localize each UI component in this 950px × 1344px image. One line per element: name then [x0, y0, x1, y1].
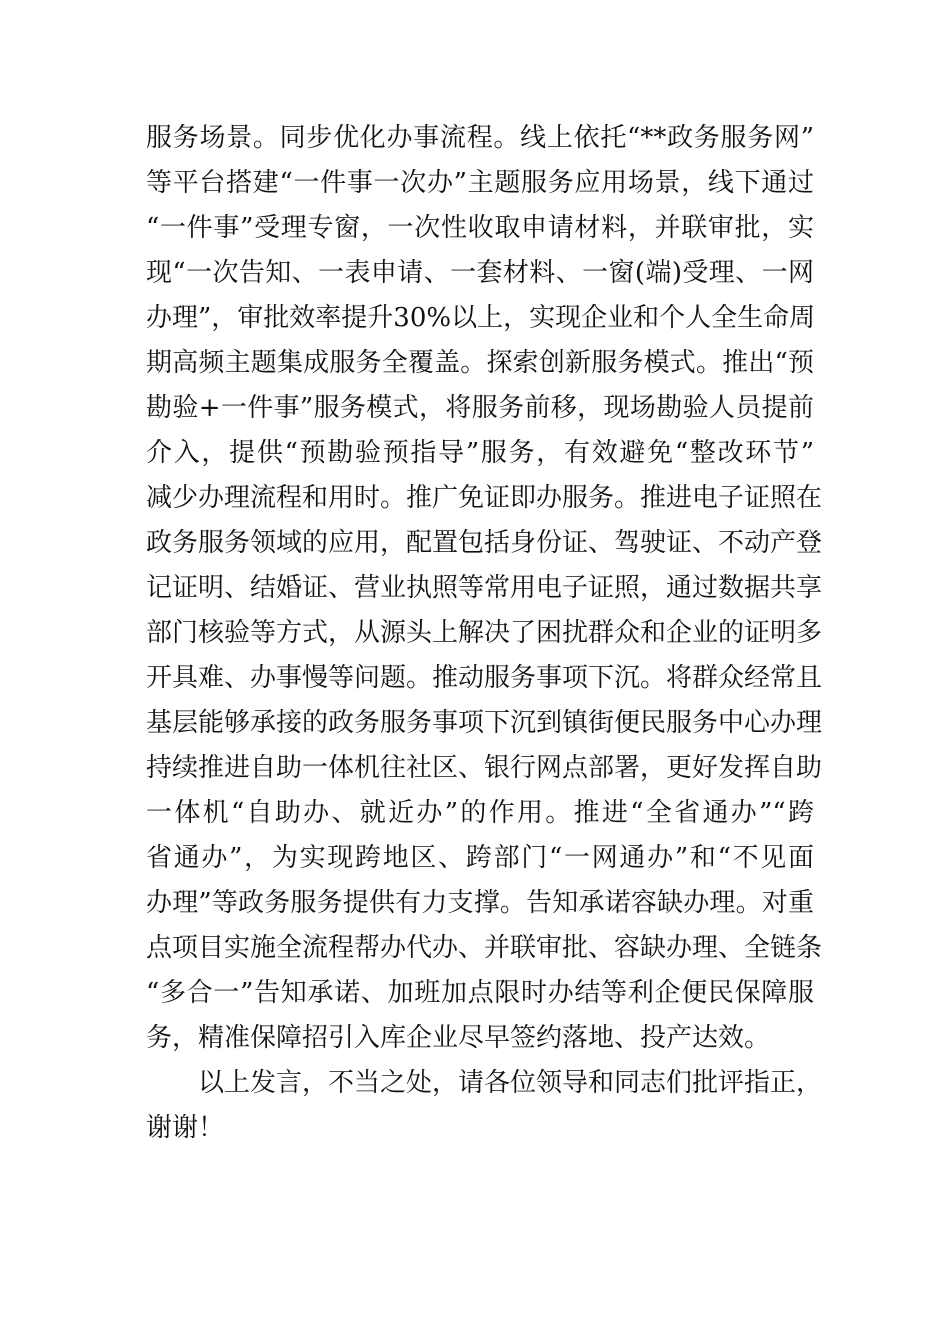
text-line-20: “多合一”告知承诺、加班加点限时办结等利企便民保障服 — [146, 978, 814, 1008]
text-line-11: 记证明、结婚证、营业执照等常用电子证照，通过数据共享 — [146, 573, 823, 603]
text-line-16: 一体机“自助办、就近办”的作用。推进“全省通办”“跨 — [146, 798, 814, 828]
text-line-9: 减少办理流程和用时。推广免证即办服务。推进电子证照在 — [146, 483, 823, 513]
text-line-5: 办理”，审批效率提升30%以上，实现企业和个人全生命周 — [146, 303, 816, 333]
text-line-12: 部门核验等方式，从源头上解决了困扰群众和企业的证明多 — [146, 618, 823, 648]
thanks-line: 谢谢！ — [146, 1113, 225, 1143]
text-line-15: 持续推进自助一体机往社区、银行网点部署，更好发挥自助 — [146, 753, 823, 783]
document-body — [146, 116, 823, 1151]
text-line-4: 现“一次告知、一表申请、一套材料、一窗(端)受理、一网 — [146, 258, 814, 288]
text-line-7: 勘验+一件事”服务模式，将服务前移，现场勘验人员提前 — [146, 393, 814, 423]
text-line-14: 基层能够承接的政务服务事项下沉到镇街便民服务中心办理 — [146, 708, 823, 738]
text-line-17: 省通办”，为实现跨地区、跨部门“一网通办”和“不见面 — [146, 843, 814, 873]
text-line-10: 政务服务领域的应用，配置包括身份证、驾驶证、不动产登 — [146, 528, 823, 558]
text-line-6: 期高频主题集成服务全覆盖。探索创新服务模式。推出“预 — [146, 348, 814, 378]
text-line-8: 介入，提供“预勘验预指导”服务，有效避免“整改环节” — [146, 438, 814, 468]
text-line-3: “一件事”受理专窗，一次性收取申请材料，并联审批，实 — [146, 213, 814, 243]
text-line-13: 开具难、办事慢等问题。推动服务事项下沉。将群众经常且 — [146, 663, 823, 693]
text-line-2: 等平台搭建“一件事一次办”主题服务应用场景，线下通过 — [146, 168, 814, 198]
text-line-21: 务，精准保障招引入库企业尽早签约落地、投产达效。 — [146, 1023, 771, 1053]
text-line-18: 办理”等政务服务提供有力支撑。告知承诺容缺办理。对重 — [146, 888, 814, 918]
text-line-1: 服务场景。同步优化办事流程。线上依托“**政务服务网” — [146, 123, 814, 153]
text-line-19: 点项目实施全流程帮办代办、并联审批、容缺办理、全链条 — [146, 933, 823, 963]
closing-remarks-line: 以上发言，不当之处，请各位领导和同志们批评指正， — [198, 1068, 823, 1098]
